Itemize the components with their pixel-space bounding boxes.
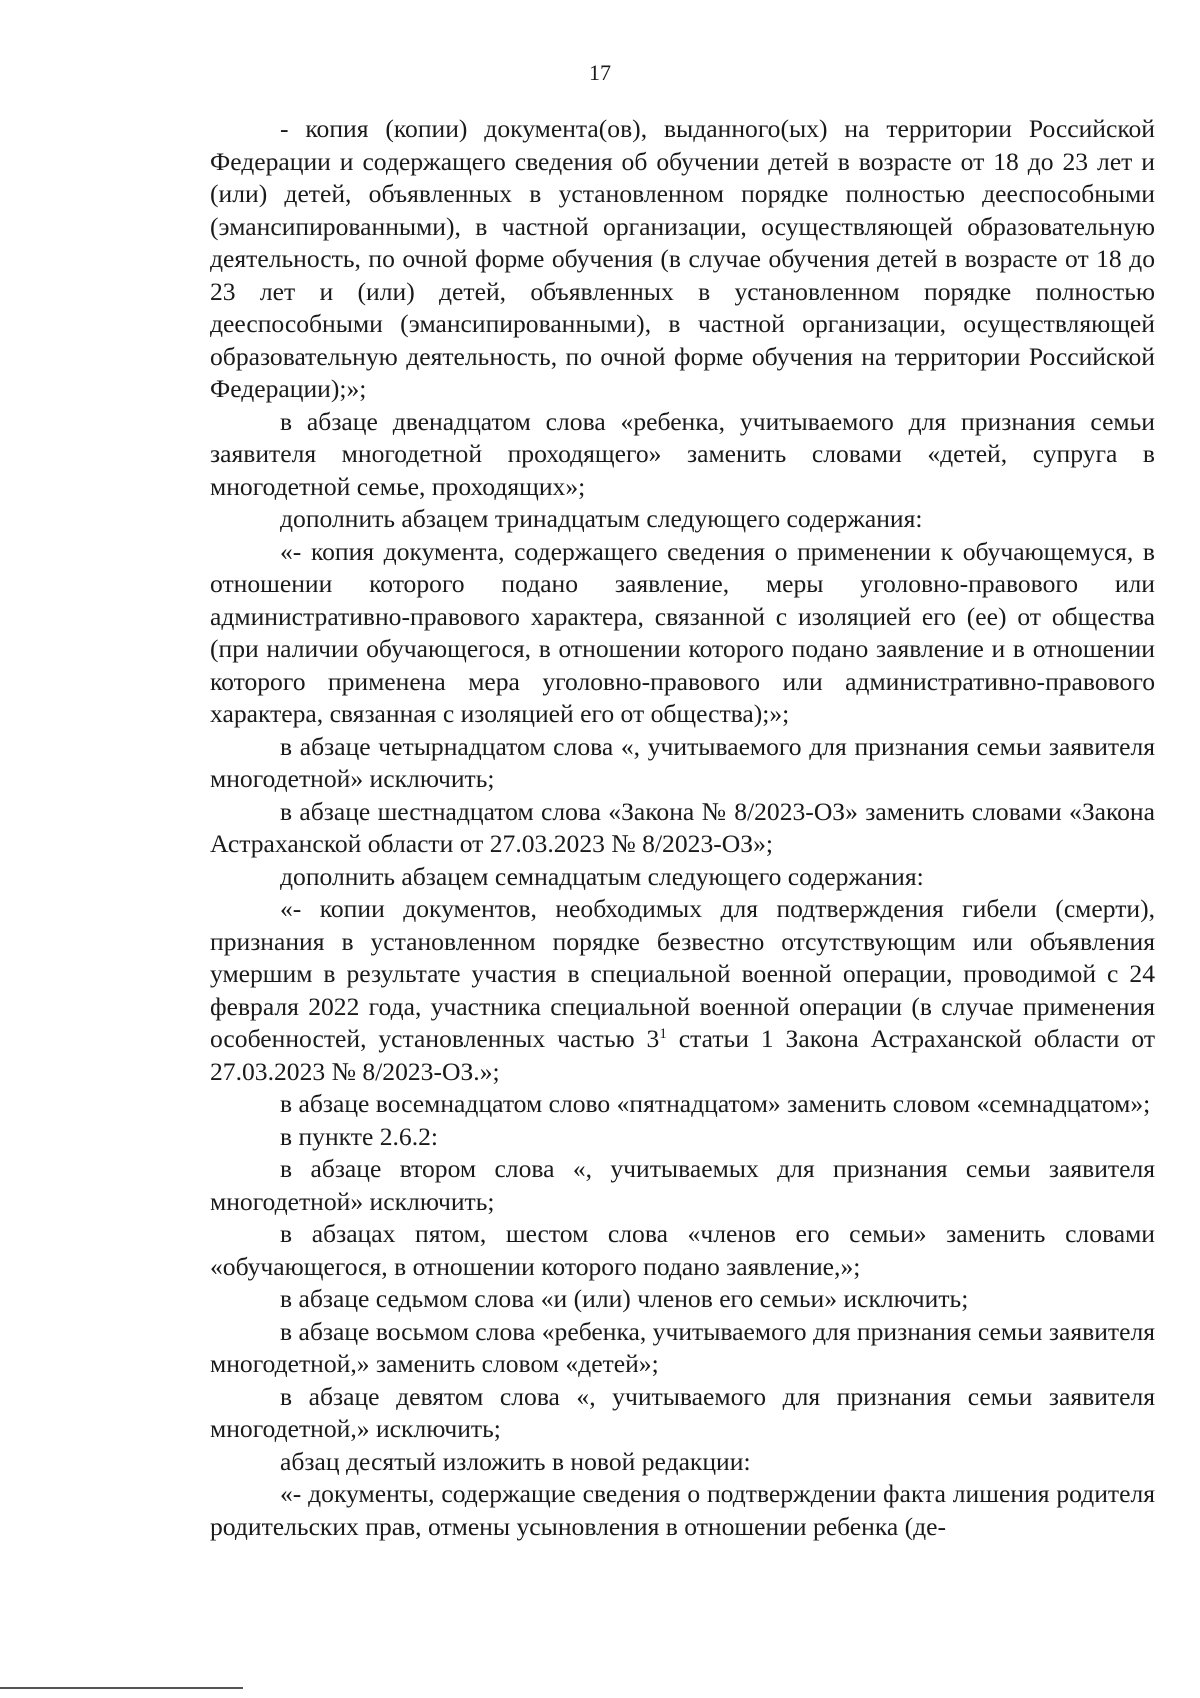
paragraph: в абзаце втором слова «, учитываемых для признания семьи заявителя многодетной» исключить; bbox=[210, 1154, 1155, 1216]
paragraph: в абзаце двенадцатом слова «ребенка, учитываемого для признания семьи заявителя многодетной проходящего» заменить словами «детей, супруга в многодетной семье, проходящих»; bbox=[210, 406, 1155, 501]
paragraph: - копия (копии) документа(ов), выданного(ых) на территории Российской Федерации и содержащего сведения об обучении детей в возрасте от 18 до 23 лет и (или) детей, объявленных в установленном порядке полностью дееспособными (эмансипированными), в частной организации, осуществляющей образовательную деятельность, по очной форме обучения (в случае обучения детей в возрасте от 18 до 23 лет и (или) детей, объявленных в установленном порядке полностью дееспособными (эмансипированными), в частной организации, осуществляющей образовательную деятельность, по очной форме обучения на территории Российской Федерации);»; bbox=[210, 114, 1155, 403]
paragraph: дополнить абзацем тринадцатым следующего содержания: bbox=[280, 504, 923, 533]
paragraph: «- копия документа, содержащего сведения о применении к обучающемуся, в отношении которого подано заявление, меры уголовно-правового или административно-правового характера, связанной с изоляцией его (ее) от общества (при наличии обучающегося, в отношении которого подано заявление и в отношении которого применена мера уголовно-правового или административно-правового характера, связанная с изоляцией его от общества);»; bbox=[210, 536, 1155, 728]
paragraph: в абзаце восьмом слова «ребенка, учитываемого для признания семьи заявителя многодетной,» заменить словом «детей»; bbox=[210, 1316, 1155, 1378]
paragraph: в абзаце четырнадцатом слова «, учитываемого для признания семьи заявителя многодетной» исключить; bbox=[210, 731, 1155, 793]
paragraph-text-part: статьи 1 Закона Астраханской области от 27.03.2023 № 8/2023-ОЗ.»; bbox=[210, 1024, 1155, 1086]
paragraph: «- документы, содержащие сведения о подтверждении факта лишения родителя родительских прав, отмены усыновления в отношении ребенка (де- bbox=[210, 1479, 1155, 1541]
paragraph: в абзаце шестнадцатом слова «Закона № 8/2023-ОЗ» заменить словами «Закона Астраханской области от 27.03.2023 № 8/2023-ОЗ»; bbox=[210, 796, 1155, 858]
superscript-index: 1 bbox=[659, 1026, 667, 1042]
paragraph-with-superscript bbox=[210, 893, 1155, 1088]
document-body bbox=[210, 113, 1155, 1543]
paragraph: в пункте 2.6.2: bbox=[280, 1121, 439, 1151]
paragraph: в абзаце седьмом слова «и (или) членов его семьи» исключить; bbox=[280, 1284, 969, 1313]
footer-divider bbox=[0, 1687, 243, 1689]
paragraph: абзац десятый изложить в новой редакции: bbox=[280, 1446, 751, 1476]
page-number: 17 bbox=[589, 60, 611, 85]
paragraph-text-part: «- копии документов, необходимых для подтверждения гибели (смерти), признания в установленном порядке безвестно отсутствующим или объявления умершим в результате участия в специальной военной операции, проводимой с 24 февраля 2022 года, участника специальной военной операции (в случае применения особенностей, установленных частью 3 bbox=[210, 894, 1155, 1053]
paragraph: дополнить абзацем семнадцатым следующего содержания: bbox=[280, 861, 924, 891]
paragraph: в абзаце девятом слова «, учитываемого для признания семьи заявителя многодетной,» исключить; bbox=[210, 1381, 1155, 1443]
paragraph: в абзаце восемнадцатом слово «пятнадцатом» заменить словом «семнадцатом»; bbox=[280, 1089, 1151, 1118]
paragraph: в абзацах пятом, шестом слова «членов его семьи» заменить словами «обучающегося, в отношении которого подано заявление,»; bbox=[210, 1219, 1155, 1281]
